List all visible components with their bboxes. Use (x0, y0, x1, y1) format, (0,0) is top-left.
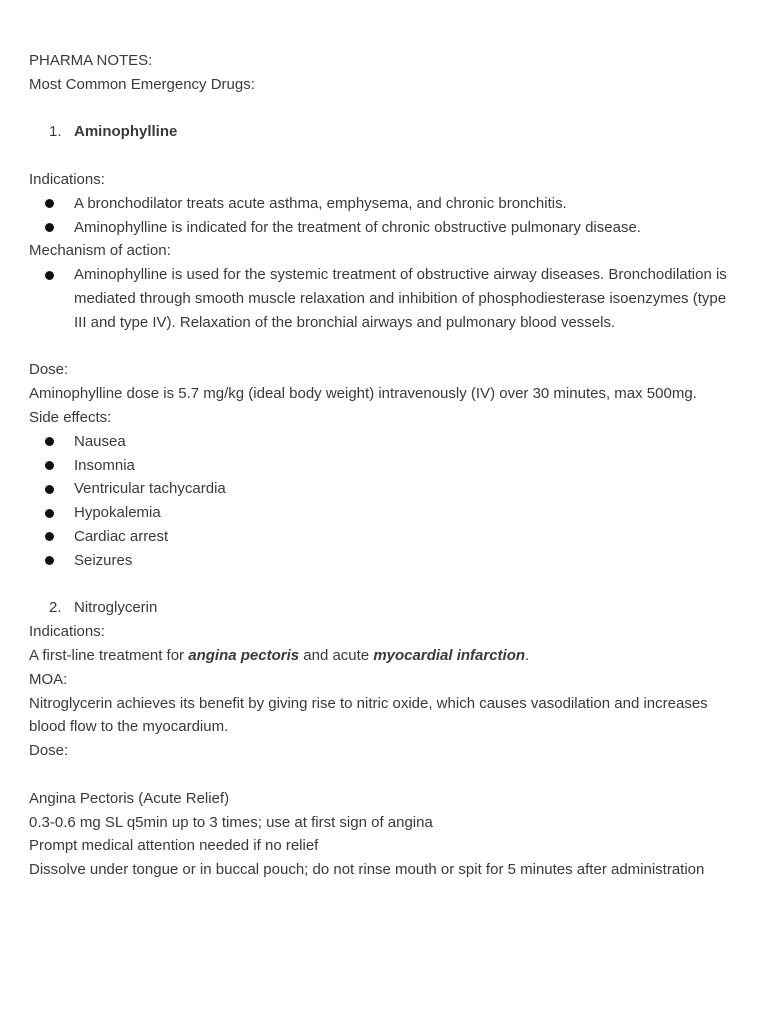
bullet-icon (45, 461, 54, 470)
drug-number: 1. (49, 123, 62, 141)
list-item-text: Seizures (74, 551, 133, 569)
spacer (29, 335, 741, 359)
dose-line: Dissolve under tongue or in buccal pouch; do not rinse mouth or spit for 5 minutes after administration (29, 861, 705, 879)
bullet-icon (45, 437, 54, 446)
drug-name: Nitroglycerin (74, 599, 158, 617)
moa-label: MOA: (29, 670, 68, 688)
bullet-icon (45, 199, 54, 208)
indication-mid: and acute (299, 646, 374, 664)
document-subtitle: Most Common Emergency Drugs: (29, 75, 255, 93)
moa-label: Mechanism of action: (29, 242, 171, 260)
list-item (29, 192, 741, 216)
list-item-text: Hypokalemia (74, 504, 161, 522)
moa-text: Nitroglycerin achieves its benefit by giving rise to nitric oxide, which causes vasodilation and increases blood flow to the myocardium. (29, 694, 708, 736)
list-item (29, 216, 741, 240)
indications-list (29, 192, 741, 240)
drug-number: 2. (49, 599, 62, 617)
dose-line: Prompt medical attention needed if no relief (29, 837, 319, 855)
list-item (29, 454, 741, 478)
list-item-text: Nausea (74, 432, 126, 450)
dose-text: Aminophylline dose is 5.7 mg/kg (ideal body weight) intravenously (IV) over 30 minutes, max 500mg. (29, 385, 697, 403)
indications-text (29, 644, 741, 668)
spacer (29, 144, 741, 168)
drug-heading-aminophylline (29, 120, 741, 144)
indications-label: Indications: (29, 170, 105, 188)
drug-heading-nitroglycerin (29, 596, 741, 620)
bullet-icon (45, 271, 54, 280)
document-title: PHARMA NOTES: (29, 52, 153, 69)
bullet-icon (45, 532, 54, 541)
indication-suffix: . (525, 646, 530, 664)
side-effects-label: Side effects: (29, 408, 112, 426)
list-item-text: Insomnia (74, 456, 135, 474)
dose-label: Dose: (29, 742, 69, 760)
spacer (29, 573, 741, 597)
indication-prefix: A first-line treatment for (29, 646, 189, 664)
list-item (29, 501, 741, 525)
list-item (29, 525, 741, 549)
drug-name: Aminophylline (74, 123, 178, 141)
indications-label: Indications: (29, 623, 105, 641)
list-item-text: Cardiac arrest (74, 527, 169, 545)
indication-term-mi: myocardial infarction (373, 646, 526, 664)
notes-document (29, 49, 741, 882)
list-item (29, 430, 741, 454)
list-item-text: A bronchodilator treats acute asthma, emphysema, and chronic bronchitis. (74, 194, 567, 212)
side-effects-list (29, 430, 741, 573)
spacer (29, 97, 741, 121)
list-item (29, 263, 741, 334)
moa-list (29, 263, 741, 334)
list-item-text: Ventricular tachycardia (74, 480, 226, 498)
bullet-icon (45, 485, 54, 494)
bullet-icon (45, 223, 54, 232)
dose-label: Dose: (29, 361, 69, 379)
list-item (29, 549, 741, 573)
dose-line: 0.3-0.6 mg SL q5min up to 3 times; use at first sign of angina (29, 813, 433, 831)
list-item-text: Aminophylline is used for the systemic treatment of obstructive airway diseases. Bronchodilation is mediated through smooth muscle relaxation and inhibition of phosphodiesterase isoenzymes (type III and type IV). Relaxation of the bronchial airways and pulmonary blood vessels. (74, 266, 727, 331)
bullet-icon (45, 509, 54, 518)
spacer (29, 763, 741, 787)
dose-heading: Angina Pectoris (Acute Relief) (29, 789, 230, 807)
list-item-text: Aminophylline is indicated for the treatment of chronic obstructive pulmonary disease. (74, 218, 641, 236)
bullet-icon (45, 556, 54, 565)
indication-term-angina: angina pectoris (188, 646, 300, 664)
list-item (29, 477, 741, 501)
